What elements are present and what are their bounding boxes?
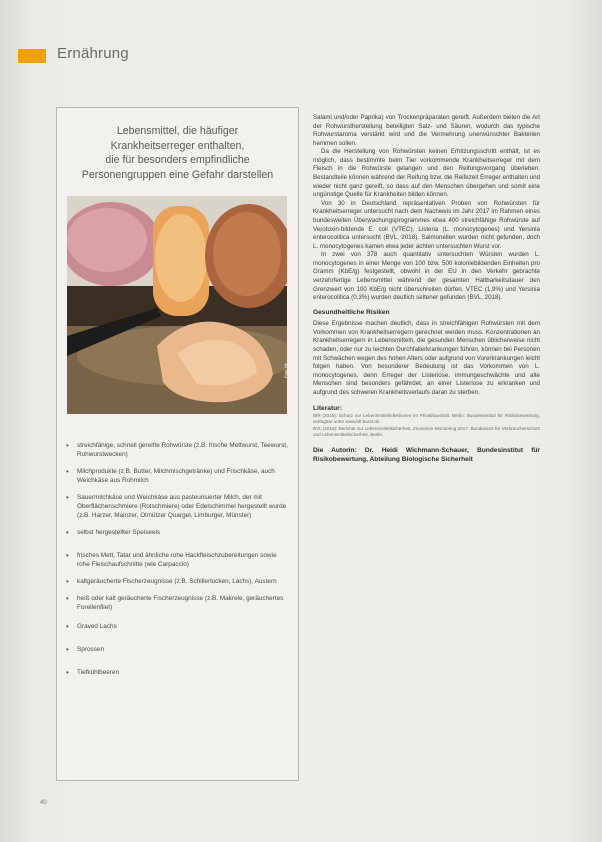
paragraph: Da die Herstellung von Rohwürsten keinen Erhitzungsschritt enthält, ist es möglich, dass bestimmte beim Tier vorkommende Krankheitserreger mit dem Fleisch in die Rohwürste gelangen und den Reifungsvorgang überleben. Bestandteile können während der Reifung bzw. die Reifezeit Erreger enthalten und wieder nicht ganz gereift, so dass auf den Menschen übergehen und somit eine ungünstige Quelle für Krankheiten bilden können. — [313, 148, 540, 199]
paragraph: Salami und/oder Paprika) von Trockenpräparaten gereift. Außerdem bieten die Art der Rohwurstherstellung beteiligten Salz- und Säuren, wodurch das typische Rohwurstaroma verstärkt wird und die Vermehrung unerwünschter Bakterien hemmen sollen. — [313, 114, 540, 147]
box-title — [57, 124, 298, 182]
list-item: • Milchprodukte (z.B. Butter, Milchmischgetränke) und Frischkäse, auch Weichkäse aus Rohmilch — [65, 467, 291, 485]
literature-heading: Literatur: — [313, 404, 342, 412]
list-item: • Sauermilchkäse und Weichkäse aus pasteurisierter Milch, der mit Oberflächenschmiere (Rotschmiere) oder Edelschimmel hergestellt wurde (z.B. Harzer, Mainzer, Olmützer Quargel, Limburger, Münster) — [65, 493, 291, 520]
subheading-health-risks: Gesundheitliche Risiken — [313, 308, 390, 316]
article-column — [313, 114, 540, 464]
page-number: 40 — [40, 800, 47, 806]
list-item: • kaltgeräucherte Fischerzeugnisse (z.B. Schillerlocken, Lachs), Austern — [65, 577, 291, 586]
list-item: • Graved Lachs — [65, 622, 291, 631]
list-item: • Sprossen — [65, 645, 291, 654]
info-box — [56, 107, 299, 781]
box-title-line: Lebensmittel, die häufiger — [116, 125, 239, 137]
section-title: Ernährung — [57, 45, 129, 62]
sausage-photo — [67, 196, 287, 414]
section-accent-bar — [18, 49, 46, 63]
box-title-line: die für besonders empfindliche — [105, 154, 250, 167]
box-title-line: Personengruppen eine Gefahr darstellen — [81, 168, 274, 181]
sausage-photo-illustration — [67, 196, 287, 414]
paragraph: Von 30 in Deutschland repräsentativen Proben von Rohwürsten für Krankheitserreger untersucht nach dem Nachweis im Jahr 2017 im Rahmen eines bundesweiten Überwachungsprogrammes etwa 400 streichfähige Rohwürste auf Verotoxin-bildende E. coli (VTEC), Listeria (L. monocytogenes) und Yersinia enterocolitica untersucht (BVL, 2018). Salmonellen wurden nicht gefunden, doch L. monocytogenes kamen etwa jeder achten untersuchten Wurst vor. — [313, 199, 540, 250]
paragraph: Diese Ergebnisse machen deutlich, dass in streichfähigen Rohwürsten mit dem Vorkommen von Krankheitserregern gerechnet werden muss. Konzentrationen an Krankheitserregern in Lebensmitteln, die gesunden Menschen üblicherweise nicht schaden, oder nur zu leichten Durchfallerkrankungen führen, können bei Personen mit Schwächen wegen des hohen Alters oder aufgrund von Vorerkrankungen leicht folgen haben. Von besonderer Bedeutung ist das Vorkommen von L. monocytogenes, denn Erreger der Listeriose, immungeschwächte und alte Menschen sind besonders gefährdet, an einer Listeriose zu erkranken und aufgrund des schweren Krankheitsverlaufs daran zu sterben. — [313, 320, 540, 396]
photo-credit: Foto: bfr — [283, 363, 288, 378]
box-title-line: Krankheitserreger enthalten, — [110, 139, 245, 152]
food-list — [65, 441, 291, 677]
list-item: • streichfähige, schnell gereifte Rohwürste (z.B. frische Mettwurst, Teewurst, Rohwurstwecken) — [65, 441, 291, 459]
author-credit: Die Autorin: Dr. Heidi Wichmann-Schauer, Bundesinstitut für Risikobewertung, Abteilung Biologische Sicherheit — [313, 446, 540, 463]
list-item: • Tiefkühlbeeren — [65, 668, 291, 677]
list-item: • heiß oder kalt geräucherte Fischerzeugnisse (z.B. Makrele, geräuchertes Forellenfilet) — [65, 594, 291, 612]
literature-entry: BVL (2018): Berichte zur Lebensmittelsicherheit, Zoonosen-Monitoring 2017. Bundesamt für Verbraucherschutz und Lebensmittelsicherheit, Berlin. — [313, 425, 540, 438]
list-item: • selbst hergestellter Speiseeis — [65, 528, 291, 537]
paragraph: In zwei von 378 auch quantitativ untersuchten Würsten wurden L. monocytogenes in einer Menge von 100 bzw. 500 koloniebildenden Einheiten pro Gramm (KbE/g) festgestellt, obwohl in der EU in den Verkehr gebrachte verzehrfertige Lebensmittel während der gesamten Haltbarkeitsdauer den Grenzwert von 100 KbE/g nicht überschreiten dürfen. VTEC (1,9%) und Yersinia enterocolitica (0,3%) wurden deutlich seltener gefunden (BVL, 2018). — [313, 251, 540, 302]
list-item: • frisches Mett, Tatar und ähnliche rohe Hackfleischzubereitungen sowie rohe Fleischaufschnitte (wie Carpaccio) — [65, 551, 291, 569]
literature-entry: BfR (2016): Schutz vor Lebensmittelinfektionen im Privathaushalt. Berlin: Bundesinstitut für Risikobewertung, verfügbar unter www.bfr.bund.de — [313, 413, 540, 425]
